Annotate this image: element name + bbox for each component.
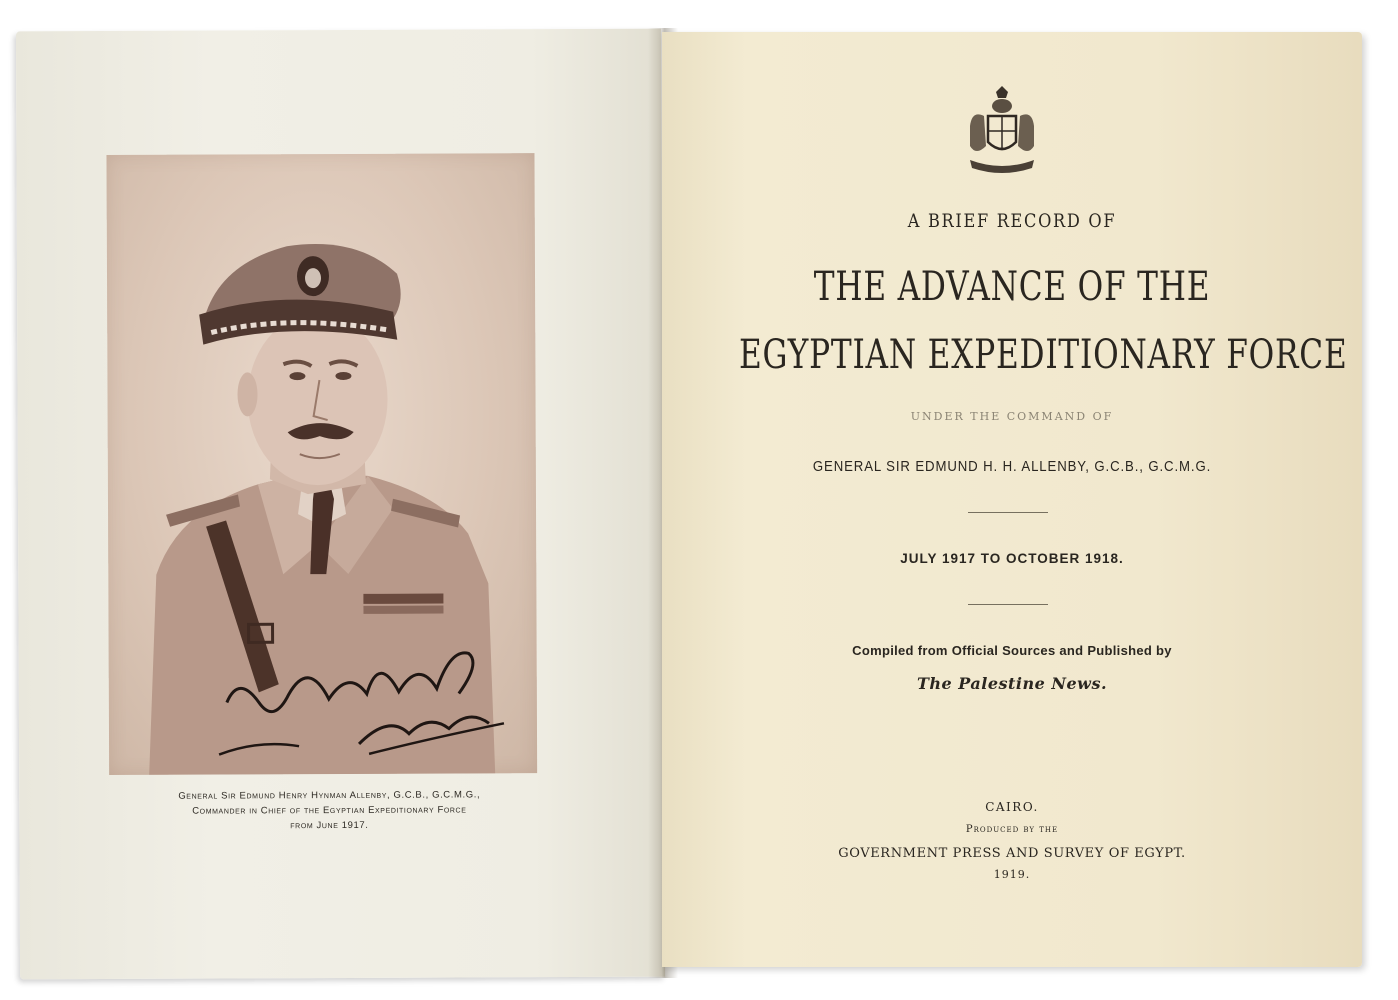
left-page: [16, 29, 665, 980]
divider-rule: [968, 512, 1048, 513]
portrait-illustration: [106, 153, 537, 775]
caption-line: from June 1917.: [290, 819, 369, 832]
title-page: [662, 32, 1362, 967]
title-line-2: EGYPTIAN EXPEDITIONARY FORCE: [739, 332, 1348, 378]
portrait-photograph: [106, 153, 537, 775]
under-command-text: UNDER THE COMMAND OF: [910, 410, 1114, 423]
title-line-1: THE ADVANCE OF THE: [813, 264, 1211, 310]
compiled-note: Compiled from Official Sources and Published by: [852, 643, 1172, 658]
imprint-year: 1919.: [993, 868, 1031, 881]
imprint-press: GOVERNMENT PRESS AND SURVEY OF EGYPT.: [838, 846, 1186, 861]
date-range: JULY 1917 TO OCTOBER 1918.: [900, 551, 1124, 566]
royal-coat-of-arms-icon: [962, 86, 1042, 176]
kicker-heading: A BRIEF RECORD OF: [907, 210, 1117, 232]
caption-line: Commander in Chief of the Egyptian Expeditionary Force: [192, 804, 467, 817]
imprint-place: CAIRO.: [985, 800, 1039, 814]
publication-name: The Palestine News.: [916, 674, 1108, 693]
imprint-produced-by: Produced by the: [965, 824, 1059, 835]
caption-line: General Sir Edmund Henry Hynman Allenby, G.C.B., G.C.M.G.,: [178, 789, 481, 802]
divider-rule: [968, 604, 1048, 605]
commander-name: GENERAL SIR EDMUND H. H. ALLENBY, G.C.B., G.C.M.G.: [812, 458, 1212, 475]
portrait-caption: [139, 787, 519, 834]
